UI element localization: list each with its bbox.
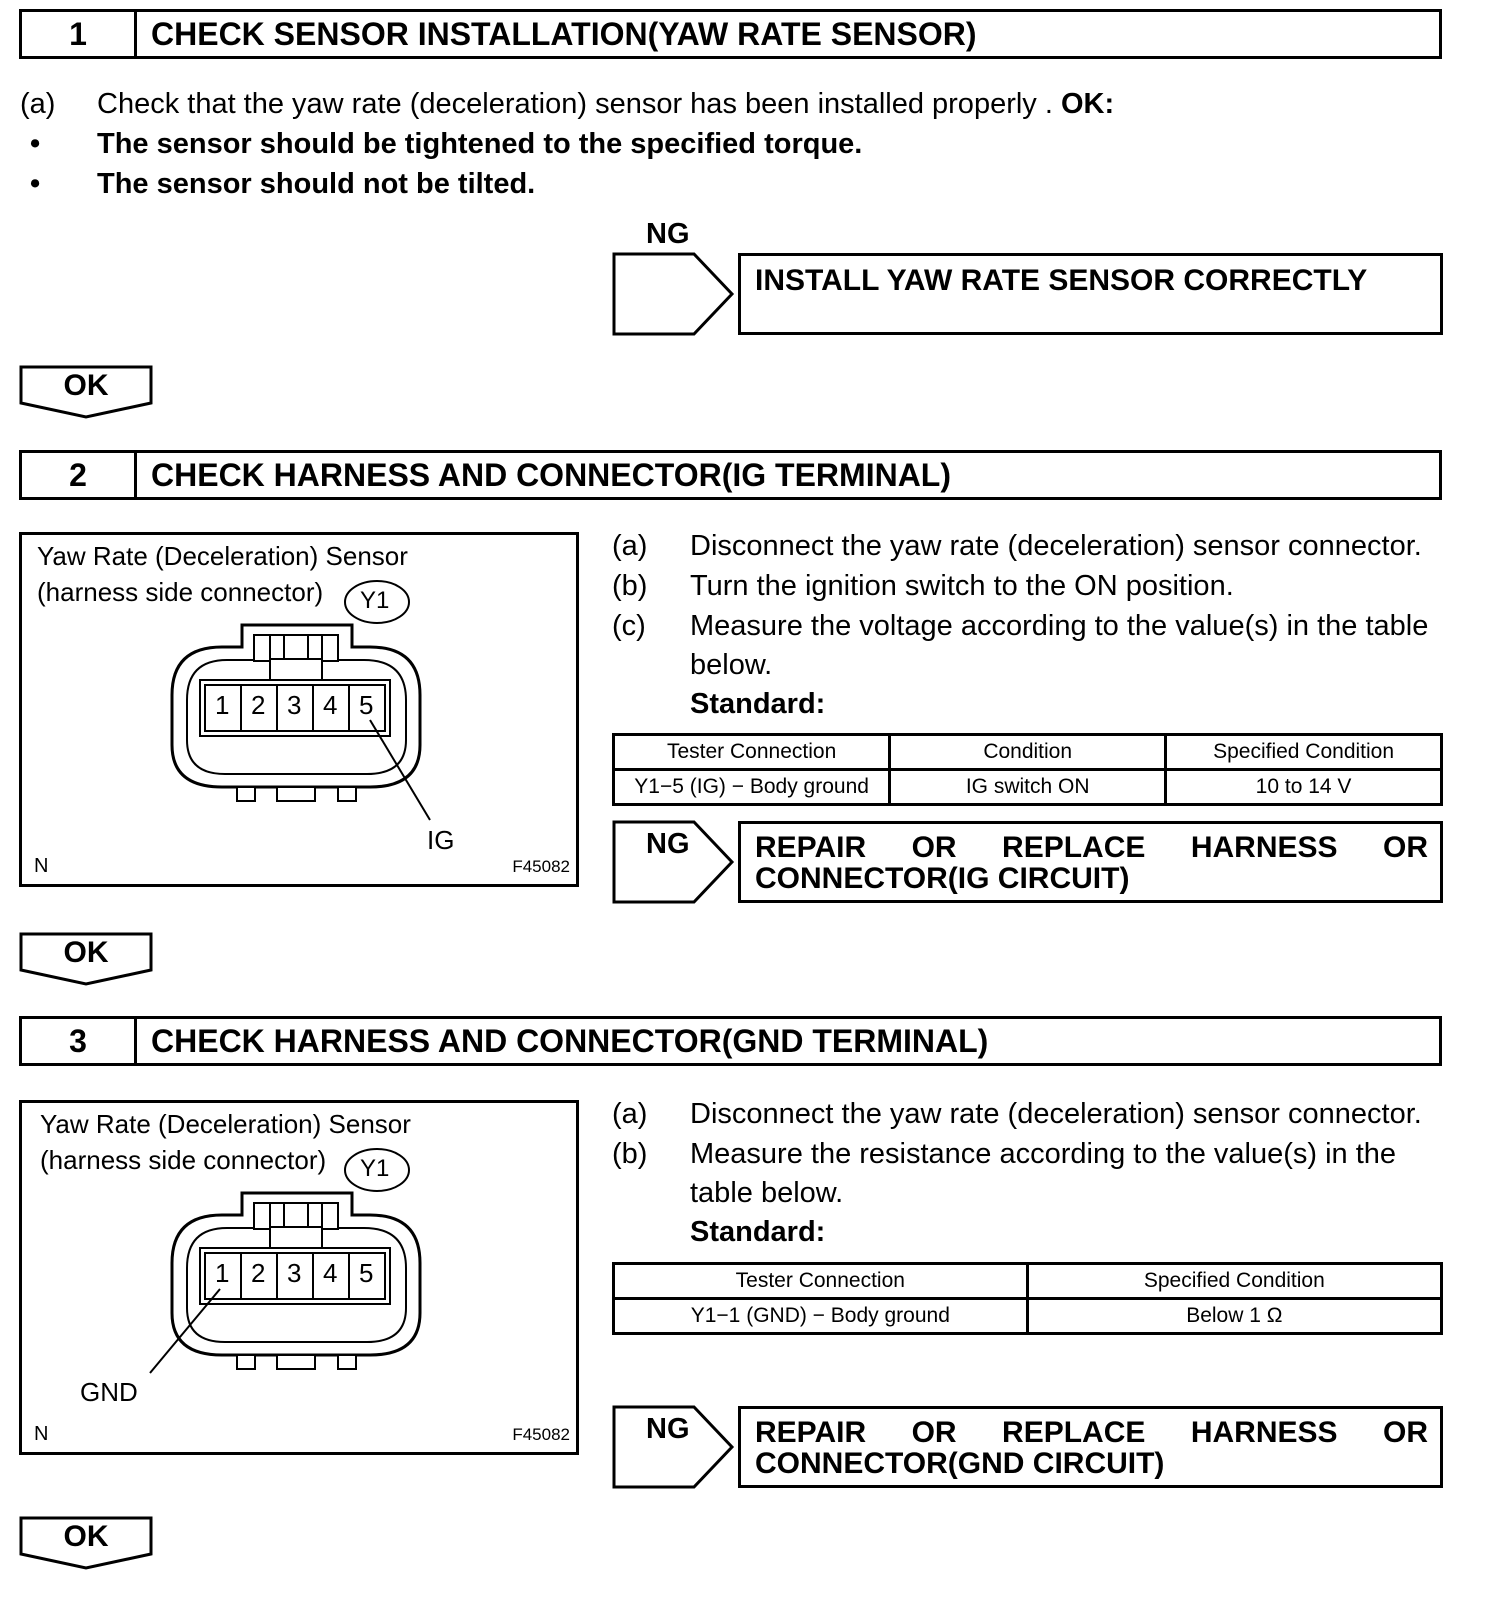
step1-ok-text: OK [63,369,109,402]
step2-pin-5: 5 [359,690,374,720]
step1-ng-arrow-icon [612,252,736,336]
step2-pin-4: 4 [323,690,338,720]
step1-item-a [97,88,1114,121]
table-cell: Y1−1 (GND) − Body ground [614,1299,1028,1334]
table-header-cell: Tester Connection [614,1264,1028,1299]
step2-ng-result-line1: REPAIR OR REPLACE HARNESS OR [755,831,1428,864]
step3-spec-table [612,1262,1443,1335]
step3-number: 3 [22,1019,137,1063]
table-cell: IG switch ON [890,770,1166,805]
step2-connector-id: Y1 [360,587,390,614]
step2-pin-2: 2 [251,690,266,720]
step2-ok-tag [19,932,153,986]
step2-figure-line1: Yaw Rate (Deceleration) Sensor [37,541,408,571]
step3-title: CHECK HARNESS AND CONNECTOR(GND TERMINAL) [151,1022,989,1059]
table-row [614,770,1442,805]
step2-pin-1: 1 [215,690,230,720]
step1-bullet-1-symbol: • [30,128,41,160]
step1-ng-label: NG [646,218,690,250]
table-header-cell: Specified Condition [1027,1264,1441,1299]
table-header-row [614,1264,1442,1299]
table-header-cell: Specified Condition [1166,735,1442,770]
step3-step-a-marker: (a) [612,1098,648,1130]
step2-step-c-text: Measure the voltage according to the value(s) in the table [690,610,1429,642]
step2-step-c-text-cont: below. [690,649,773,681]
step2-step-c-marker: (c) [612,610,646,642]
step2-figure [19,532,579,887]
table-cell: Below 1 Ω [1027,1299,1441,1334]
step2-ng-label: NG [646,828,690,860]
step2-step-a-marker: (a) [612,530,648,562]
step3-ng-result [738,1406,1443,1488]
step3-step-b-text: Measure the resistance according to the value(s) in the [690,1138,1397,1170]
step2-title: CHECK HARNESS AND CONNECTOR(IG TERMINAL) [151,456,951,493]
step2-figure-line2: (harness side connector) [37,577,324,607]
step2-ng-result [738,821,1443,903]
step3-step-a-text: Disconnect the yaw rate (deceleration) sensor connector. [690,1098,1422,1130]
table-header-cell: Condition [890,735,1166,770]
step2-pin-callout: IG [427,825,455,855]
table-cell: Y1−5 (IG) − Body ground [614,770,890,805]
step1-item-a-marker: (a) [20,88,56,120]
step3-pin-callout: GND [80,1377,138,1407]
step3-pin-5: 5 [359,1258,374,1288]
step1-ng-result [738,253,1443,335]
step1-bullet-1: The sensor should be tightened to the specified torque. [97,128,863,160]
step2-figure-corner-left: N [34,855,49,877]
step1-ok-tag [19,365,153,419]
step3-ng-result-line1: REPAIR OR REPLACE HARNESS OR [755,1416,1428,1449]
step1-ng-result-text: INSTALL YAW RATE SENSOR CORRECTLY [755,264,1368,297]
step3-figure-line2: (harness side connector) [40,1145,327,1175]
step3-ng-result-line2: CONNECTOR(GND CIRCUIT) [755,1447,1165,1480]
step1-ok-label: OK: [1060,88,1115,120]
table-header-cell: Tester Connection [614,735,890,770]
step3-pin-1: 1 [215,1258,230,1288]
step1-item-a-text: Check that the yaw rate (deceleration) sensor has been installed properly . [97,88,1053,120]
step1-bullet-2-symbol: • [30,168,41,200]
step3-figure-line1: Yaw Rate (Deceleration) Sensor [40,1109,411,1139]
step2-header [19,450,1442,500]
table-header-row [614,735,1442,770]
step3-ok-text: OK [63,1520,109,1553]
step2-standard-label: Standard: [690,688,826,720]
step2-step-a-text: Disconnect the yaw rate (deceleration) sensor connector. [690,530,1422,562]
step3-standard-label: Standard: [690,1216,826,1248]
step3-pin-3: 3 [287,1258,302,1288]
table-cell: 10 to 14 V [1166,770,1442,805]
step3-connector-id: Y1 [360,1155,390,1182]
step3-header [19,1016,1442,1066]
step3-step-b-marker: (b) [612,1138,648,1170]
step3-ok-tag [19,1516,153,1570]
step2-step-b-text: Turn the ignition switch to the ON position. [690,570,1234,602]
step2-ng-result-line2: CONNECTOR(IG CIRCUIT) [755,862,1130,895]
step1-header [19,9,1442,59]
step1-title: CHECK SENSOR INSTALLATION(YAW RATE SENSOR) [151,15,977,52]
step2-pin-3: 3 [287,690,302,720]
step2-number: 2 [22,453,137,497]
step2-ok-text: OK [63,936,109,969]
step2-step-b-marker: (b) [612,570,648,602]
step3-step-b-text-cont: table below. [690,1177,844,1209]
step2-figure-corner-right: F45082 [512,857,570,876]
table-row [614,1299,1442,1334]
step3-figure [19,1100,579,1455]
step1-number: 1 [22,12,137,56]
step3-figure-corner-right: F45082 [512,1425,570,1444]
step1-bullet-2: The sensor should not be tilted. [97,168,536,200]
step2-spec-table [612,733,1443,806]
step3-ng-label: NG [646,1413,690,1445]
step3-figure-corner-left: N [34,1423,49,1445]
step3-pin-4: 4 [323,1258,338,1288]
step3-pin-2: 2 [251,1258,266,1288]
